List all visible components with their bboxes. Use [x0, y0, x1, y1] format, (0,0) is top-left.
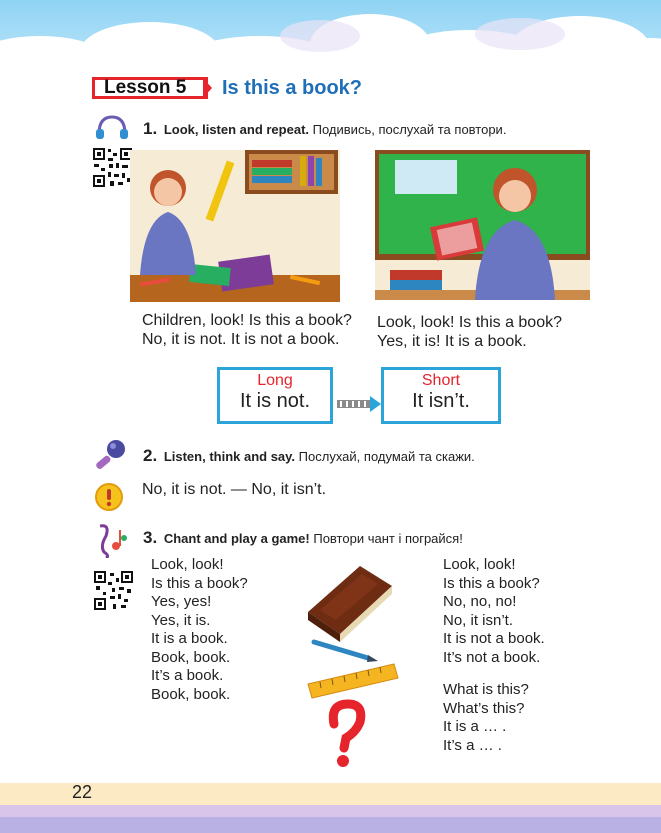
caption-right [377, 313, 562, 351]
chant-left-line: Book, book. [151, 648, 231, 666]
short-form-box [381, 367, 501, 424]
clouds-decoration [0, 0, 661, 80]
page-number: 22 [72, 782, 93, 802]
chant-left [151, 556, 248, 704]
illustration-teacher-book [375, 150, 590, 305]
lesson-tag-arrow [203, 78, 212, 98]
chant-left-line: It is a book. [151, 630, 228, 647]
chant-left-line: Yes, it is. [151, 611, 211, 629]
game-question-line: What is this? [443, 681, 529, 698]
lesson-tag: Lesson 5 [92, 77, 208, 99]
task3-instruction [143, 528, 463, 548]
chant-left-line: Look, look! [151, 556, 224, 573]
task3-number: 3. [143, 528, 158, 547]
chant-left-line: It’s a book. [151, 667, 224, 684]
illustration-teacher-ruler [130, 150, 340, 307]
chant-right-line: It is not a book. [443, 630, 545, 647]
chant-right-line: No, no, no! [443, 593, 517, 610]
ruler-illustration [308, 664, 398, 698]
game-question-line: It is a … . [443, 718, 507, 735]
chant-right-line: Look, look! [443, 556, 516, 573]
arrow-right-icon [337, 396, 381, 417]
lesson-title: Is this a book? [222, 77, 363, 99]
game-question-line: What’s this? [443, 699, 525, 717]
caption-right-line2: Yes, it is! It is a book. [377, 333, 527, 350]
task1-instruction [143, 119, 506, 139]
chant-right [443, 556, 545, 667]
headphones-icon [94, 114, 130, 145]
pen-illustration [314, 642, 378, 662]
task1-number: 1. [143, 119, 158, 138]
microphone-icon [92, 437, 128, 480]
chant-right-line: No, it isn’t. [443, 611, 514, 629]
long-form-box [217, 367, 333, 424]
task2-number: 2. [143, 446, 158, 465]
music-note-icon [90, 522, 128, 563]
task3-instruction-ua: Повтори чант і пограйся! [313, 531, 463, 546]
chant-left-line: Is this a book? [151, 574, 248, 592]
exclamation-icon [95, 483, 123, 516]
task2-instruction-ua: Послухай, подумай та скажи. [298, 449, 475, 464]
task2-example: No, it is not. — No, it isn’t. [142, 481, 327, 498]
game-questions [443, 681, 529, 755]
qr-code-icon[interactable] [93, 570, 134, 611]
caption-left-line1: Children, look! Is this a book? [142, 312, 352, 329]
chant-right-line: Is this a book? [443, 574, 540, 592]
task1-instruction-en: Look, listen and repeat. [163, 122, 310, 137]
task3-instruction-en: Chant and play a game! [163, 531, 310, 546]
task2-instruction-en: Listen, think and say. [163, 449, 296, 464]
illustration-objects [300, 562, 400, 775]
task1-instruction-ua: Подивись, послухай та повтори. [312, 122, 507, 137]
short-form-label: Short [421, 372, 461, 389]
sky-banner [0, 0, 661, 80]
qr-code-icon[interactable] [92, 147, 133, 188]
chant-left-line: Book, book. [151, 685, 231, 703]
caption-right-line1: Look, look! Is this a book? [377, 314, 562, 331]
game-question-line: It’s a … . [443, 736, 502, 754]
chant-left-line: Yes, yes! [151, 593, 212, 610]
question-mark-illustration [333, 704, 361, 767]
long-form-label: Long [257, 372, 293, 389]
book-illustration [308, 566, 392, 642]
caption-left [142, 311, 352, 349]
page-footer-bar [0, 771, 661, 833]
long-form-text: It is not. [239, 390, 311, 412]
short-form-text: It isn’t. [412, 390, 470, 412]
caption-left-line2: No, it is not. It is not a book. [142, 331, 340, 348]
chant-right-line: It’s not a book. [443, 648, 541, 666]
task2-instruction [143, 446, 475, 466]
